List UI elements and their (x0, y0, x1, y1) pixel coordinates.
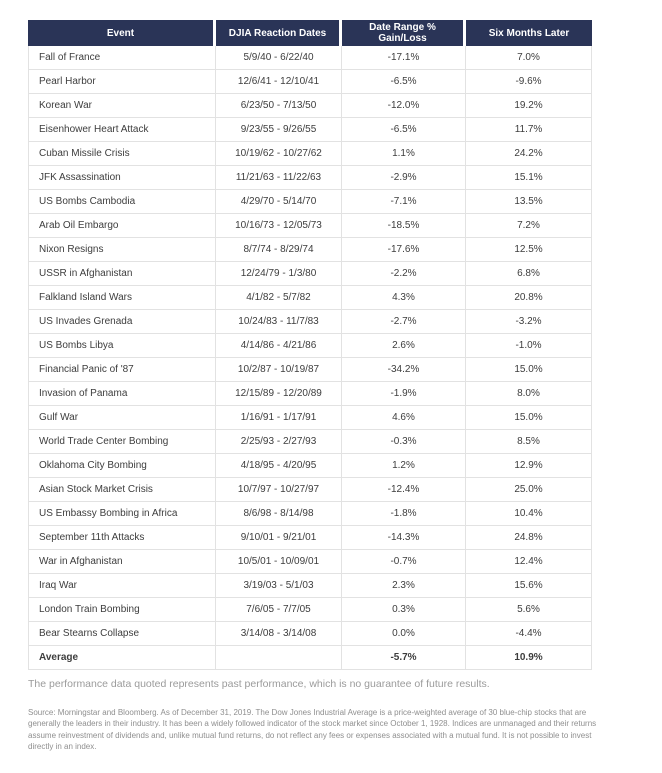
gain-loss-cell: -14.3% (342, 526, 466, 550)
dates-cell: 10/16/73 - 12/05/73 (216, 214, 342, 238)
event-cell: Asian Stock Market Crisis (28, 478, 216, 502)
table-row (28, 118, 592, 142)
event-cell: Falkland Island Wars (28, 286, 216, 310)
six-months-cell: 15.0% (466, 358, 592, 382)
table-header (28, 20, 592, 46)
dates-cell: 10/2/87 - 10/19/87 (216, 358, 342, 382)
table-row (28, 526, 592, 550)
six-months-cell: -9.6% (466, 70, 592, 94)
six-months-cell: 15.1% (466, 166, 592, 190)
six-months-cell: 25.0% (466, 478, 592, 502)
event-cell: Nixon Resigns (28, 238, 216, 262)
dates-cell: 12/24/79 - 1/3/80 (216, 262, 342, 286)
event-cell: US Bombs Cambodia (28, 190, 216, 214)
table-row (28, 478, 592, 502)
event-cell: Average (28, 646, 216, 670)
event-cell: USSR in Afghanistan (28, 262, 216, 286)
gain-loss-cell: 4.6% (342, 406, 466, 430)
dates-cell: 10/5/01 - 10/09/01 (216, 550, 342, 574)
dates-cell: 8/6/98 - 8/14/98 (216, 502, 342, 526)
dates-cell: 10/19/62 - 10/27/62 (216, 142, 342, 166)
six-months-cell: 20.8% (466, 286, 592, 310)
six-months-cell: 24.8% (466, 526, 592, 550)
gain-loss-cell: -2.2% (342, 262, 466, 286)
table-row (28, 430, 592, 454)
gain-loss-cell: 0.0% (342, 622, 466, 646)
dates-cell: 12/6/41 - 12/10/41 (216, 70, 342, 94)
six-months-cell: 5.6% (466, 598, 592, 622)
gain-loss-cell: 4.3% (342, 286, 466, 310)
gain-loss-cell: -0.3% (342, 430, 466, 454)
gain-loss-cell: -5.7% (342, 646, 466, 670)
dates-cell (216, 646, 342, 670)
six-months-cell: 13.5% (466, 190, 592, 214)
dates-cell: 11/21/63 - 11/22/63 (216, 166, 342, 190)
event-cell: Pearl Harbor (28, 70, 216, 94)
six-months-cell: 15.6% (466, 574, 592, 598)
table-row (28, 310, 592, 334)
dates-cell: 2/25/93 - 2/27/93 (216, 430, 342, 454)
gain-loss-cell: -6.5% (342, 70, 466, 94)
event-cell: War in Afghanistan (28, 550, 216, 574)
dates-cell: 8/7/74 - 8/29/74 (216, 238, 342, 262)
event-cell: World Trade Center Bombing (28, 430, 216, 454)
event-cell: Fall of France (28, 46, 216, 70)
gain-loss-cell: -7.1% (342, 190, 466, 214)
table-header-row (28, 20, 592, 46)
dates-cell: 4/29/70 - 5/14/70 (216, 190, 342, 214)
table-row (28, 262, 592, 286)
table-row (28, 142, 592, 166)
dates-cell: 7/6/05 - 7/7/05 (216, 598, 342, 622)
djia-crisis-events-table (28, 20, 592, 670)
event-cell: Arab Oil Embargo (28, 214, 216, 238)
event-cell: Gulf War (28, 406, 216, 430)
gain-loss-cell: -34.2% (342, 358, 466, 382)
six-months-cell: 8.0% (466, 382, 592, 406)
page (0, 20, 662, 773)
gain-loss-cell: 2.6% (342, 334, 466, 358)
gain-loss-cell: -1.9% (342, 382, 466, 406)
event-cell: Korean War (28, 94, 216, 118)
six-months-cell: 15.0% (466, 406, 592, 430)
six-months-cell: 10.9% (466, 646, 592, 670)
source-note: Source: Morningstar and Bloomberg. As of December 31, 2019. The Dow Jones Industrial Average is a price-weighted average of 30 blue-chip stocks that are generally the leaders in their industry. It has been a widely followed indicator of the stock market since October 1, 1928. Indices are unmanaged and their returns assume reinvestment of dividends and, unlike mutual fund returns, do not reflect any fees or expenses associated with a mutual fund. It is not possible to invest directly in an index. (28, 708, 597, 752)
six-months-cell: 12.9% (466, 454, 592, 478)
table-row (28, 46, 592, 70)
event-cell: Oklahoma City Bombing (28, 454, 216, 478)
column-header-date-range-gain-loss: Date Range % Gain/Loss (342, 20, 466, 46)
six-months-cell: 19.2% (466, 94, 592, 118)
table-row (28, 94, 592, 118)
event-cell: US Invades Grenada (28, 310, 216, 334)
event-cell: Bear Stearns Collapse (28, 622, 216, 646)
column-header-event: Event (28, 20, 216, 46)
dates-cell: 4/14/86 - 4/21/86 (216, 334, 342, 358)
six-months-cell: 8.5% (466, 430, 592, 454)
table-row (28, 166, 592, 190)
event-cell: US Embassy Bombing in Africa (28, 502, 216, 526)
table-row (28, 70, 592, 94)
six-months-cell: 11.7% (466, 118, 592, 142)
column-header-djia-reaction-dates: DJIA Reaction Dates (216, 20, 342, 46)
six-months-cell: 24.2% (466, 142, 592, 166)
dates-cell: 9/10/01 - 9/21/01 (216, 526, 342, 550)
dates-cell: 5/9/40 - 6/22/40 (216, 46, 342, 70)
dates-cell: 10/24/83 - 11/7/83 (216, 310, 342, 334)
event-cell: Eisenhower Heart Attack (28, 118, 216, 142)
six-months-cell: 7.0% (466, 46, 592, 70)
table-row (28, 214, 592, 238)
gain-loss-cell: -12.0% (342, 94, 466, 118)
event-cell: Iraq War (28, 574, 216, 598)
event-cell: September 11th Attacks (28, 526, 216, 550)
gain-loss-cell: -1.8% (342, 502, 466, 526)
gain-loss-cell: -2.7% (342, 310, 466, 334)
gain-loss-cell: -17.6% (342, 238, 466, 262)
dates-cell: 4/1/82 - 5/7/82 (216, 286, 342, 310)
six-months-cell: -3.2% (466, 310, 592, 334)
dates-cell: 10/7/97 - 10/27/97 (216, 478, 342, 502)
average-row (28, 646, 592, 670)
dates-cell: 3/19/03 - 5/1/03 (216, 574, 342, 598)
six-months-cell: 10.4% (466, 502, 592, 526)
table-row (28, 598, 592, 622)
gain-loss-cell: 2.3% (342, 574, 466, 598)
table-body (28, 46, 592, 670)
dates-cell: 6/23/50 - 7/13/50 (216, 94, 342, 118)
six-months-cell: -1.0% (466, 334, 592, 358)
table-row (28, 406, 592, 430)
dates-cell: 9/23/55 - 9/26/55 (216, 118, 342, 142)
table-row (28, 334, 592, 358)
event-cell: Cuban Missile Crisis (28, 142, 216, 166)
gain-loss-cell: -18.5% (342, 214, 466, 238)
table-row (28, 550, 592, 574)
table-row (28, 382, 592, 406)
table-row (28, 190, 592, 214)
gain-loss-cell: 1.1% (342, 142, 466, 166)
six-months-cell: 6.8% (466, 262, 592, 286)
table-row (28, 502, 592, 526)
dates-cell: 12/15/89 - 12/20/89 (216, 382, 342, 406)
table-row (28, 358, 592, 382)
table-row (28, 574, 592, 598)
six-months-cell: -4.4% (466, 622, 592, 646)
past-performance-disclaimer: The performance data quoted represents past performance, which is no guarantee of future results. (28, 678, 490, 690)
table-row (28, 238, 592, 262)
dates-cell: 4/18/95 - 4/20/95 (216, 454, 342, 478)
six-months-cell: 7.2% (466, 214, 592, 238)
table-row (28, 286, 592, 310)
dates-cell: 3/14/08 - 3/14/08 (216, 622, 342, 646)
table-row (28, 622, 592, 646)
gain-loss-cell: -17.1% (342, 46, 466, 70)
event-cell: US Bombs Libya (28, 334, 216, 358)
gain-loss-cell: 0.3% (342, 598, 466, 622)
six-months-cell: 12.5% (466, 238, 592, 262)
dates-cell: 1/16/91 - 1/17/91 (216, 406, 342, 430)
event-cell: Financial Panic of '87 (28, 358, 216, 382)
gain-loss-cell: -12.4% (342, 478, 466, 502)
gain-loss-cell: -6.5% (342, 118, 466, 142)
gain-loss-cell: 1.2% (342, 454, 466, 478)
gain-loss-cell: -2.9% (342, 166, 466, 190)
gain-loss-cell: -0.7% (342, 550, 466, 574)
six-months-cell: 12.4% (466, 550, 592, 574)
table-row (28, 454, 592, 478)
event-cell: JFK Assassination (28, 166, 216, 190)
column-header-six-months-later: Six Months Later (466, 20, 592, 46)
event-cell: Invasion of Panama (28, 382, 216, 406)
event-cell: London Train Bombing (28, 598, 216, 622)
